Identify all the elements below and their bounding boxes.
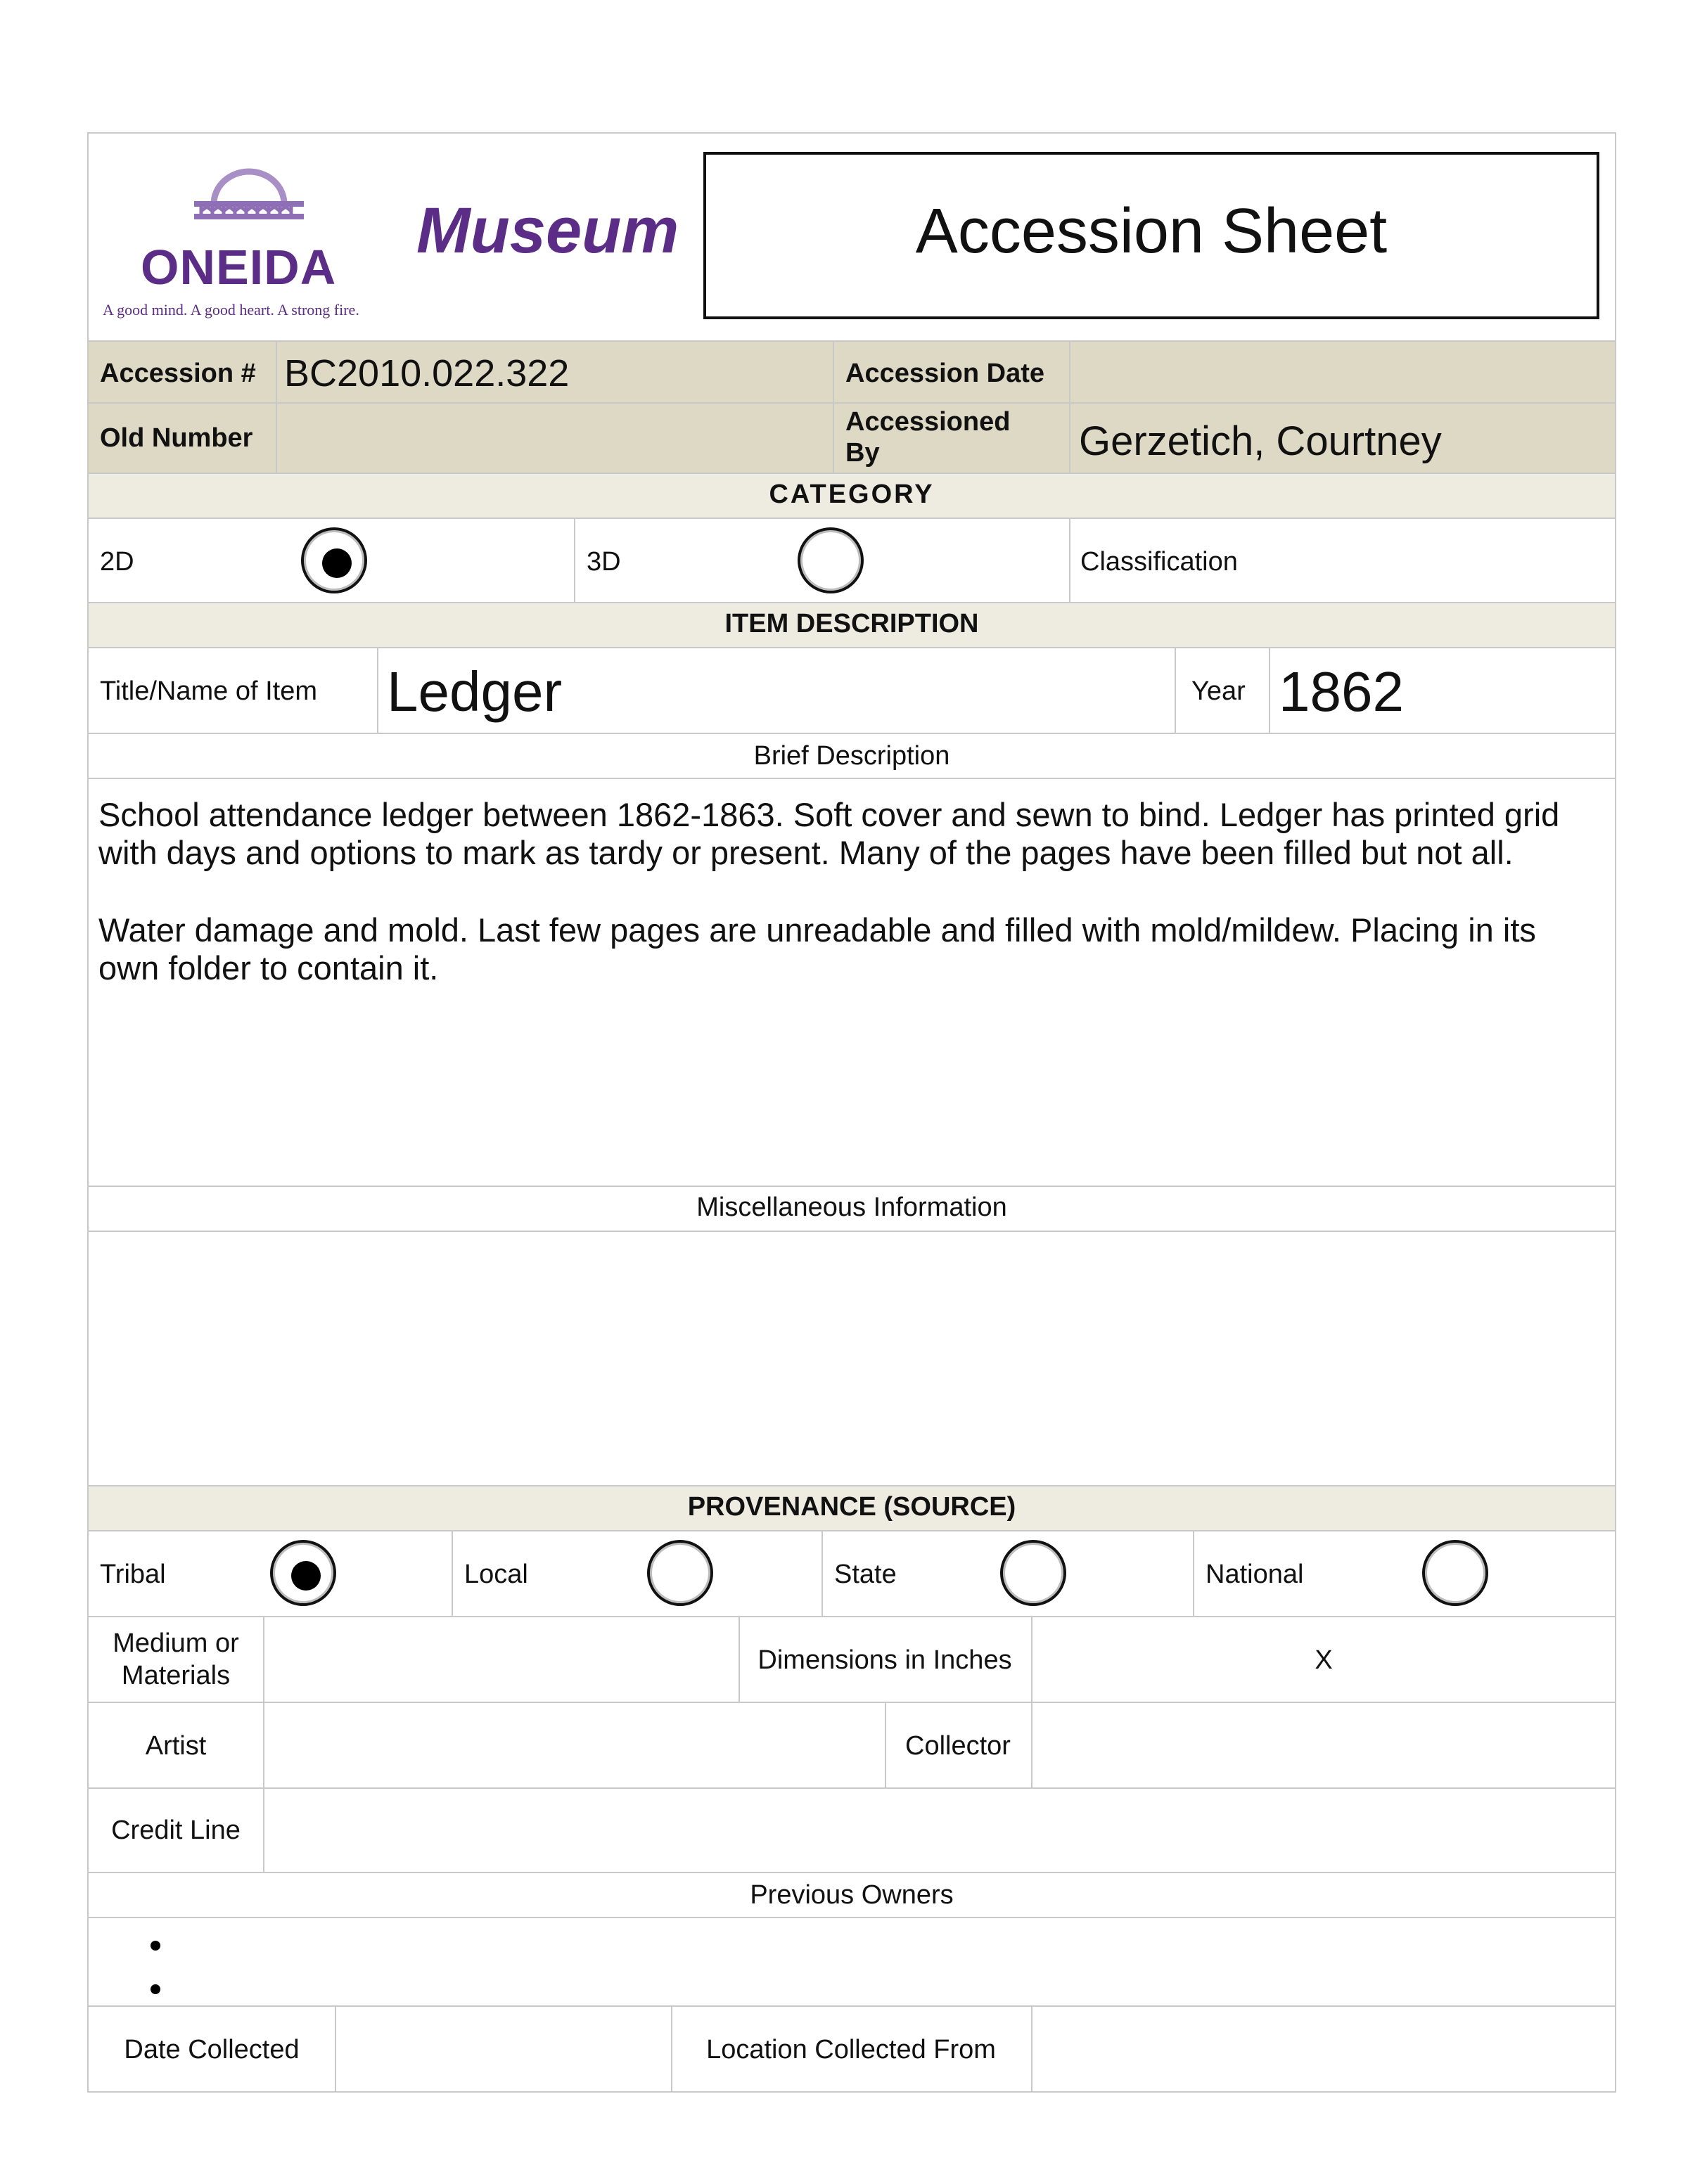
accessioned-by-label-line2: By [845, 438, 880, 468]
brief-line: School attendance ledger between 1862-1863. Soft cover and sewn to bind. Ledger has printed grid [98, 796, 1560, 833]
category-2d-radio[interactable] [301, 527, 367, 593]
accessioned-by-field[interactable]: Gerzetich, Courtney [1079, 418, 1442, 464]
accession-number-label: Accession # [100, 359, 256, 388]
item-description-heading: ITEM DESCRIPTION [724, 609, 979, 638]
provenance-local-radio[interactable] [647, 1540, 713, 1606]
provenance-state-label: State [834, 1560, 897, 1589]
oneida-tagline: A good mind. A good heart. A strong fire. [103, 301, 359, 319]
bullet-icon [151, 1941, 160, 1951]
brief-description-field[interactable] [98, 796, 1604, 987]
dimensions-label: Dimensions in Inches [757, 1645, 1012, 1675]
provenance-local-label: Local [464, 1560, 528, 1589]
credit-line-label: Credit Line [111, 1816, 241, 1845]
list-item[interactable] [89, 1918, 1615, 1962]
page-title: Accession Sheet [915, 196, 1388, 266]
provenance-tribal-radio[interactable] [270, 1540, 336, 1606]
museum-label: Museum [416, 195, 679, 266]
item-title-field[interactable]: Ledger [387, 660, 563, 723]
item-year-field[interactable]: 1862 [1279, 660, 1404, 723]
category-2d-label: 2D [100, 547, 134, 577]
accession-number-field[interactable]: BC2010.022.322 [284, 352, 570, 394]
old-number-label: Old Number [100, 423, 253, 453]
provenance-heading: PROVENANCE (SOURCE) [687, 1492, 1016, 1522]
brief-line: with days and options to mark as tardy or present. Many of the pages have been filled but not all. [98, 834, 1514, 871]
item-year-label: Year [1191, 676, 1246, 706]
list-item[interactable] [89, 1962, 1615, 2005]
accession-date-label: Accession Date [845, 359, 1045, 388]
category-heading: CATEGORY [769, 480, 935, 509]
brief-description-label: Brief Description [753, 741, 950, 771]
oneida-arch-logo-icon [172, 162, 326, 239]
date-collected-label: Date Collected [124, 2035, 300, 2064]
selected-dot-icon [322, 548, 352, 578]
oneida-wordmark: ONEIDA [141, 240, 337, 295]
provenance-national-radio[interactable] [1422, 1540, 1488, 1606]
category-3d-radio[interactable] [798, 527, 864, 593]
brief-line: Water damage and mold. Last few pages are unreadable and filled with mold/mildew. Placing in its [98, 911, 1536, 949]
collector-label: Collector [905, 1731, 1011, 1761]
bullet-icon [151, 1984, 160, 1994]
provenance-tribal-label: Tribal [100, 1560, 166, 1589]
selected-dot-icon [291, 1561, 321, 1591]
medium-label-line2: Materials [121, 1661, 231, 1690]
artist-label: Artist [145, 1731, 207, 1761]
provenance-national-label: National [1206, 1560, 1304, 1589]
dimensions-field[interactable]: X [1315, 1645, 1333, 1675]
medium-label-line1: Medium or [113, 1629, 239, 1658]
location-collected-label: Location Collected From [706, 2035, 996, 2064]
classification-label: Classification [1080, 547, 1238, 577]
category-3d-label: 3D [587, 547, 621, 577]
accessioned-by-label [845, 406, 1010, 468]
item-title-label: Title/Name of Item [100, 676, 318, 706]
medium-materials-label [89, 1627, 263, 1692]
brief-line: own folder to contain it. [98, 949, 439, 987]
previous-owners-label: Previous Owners [750, 1880, 954, 1910]
previous-owners-list[interactable] [89, 1918, 1615, 2005]
accessioned-by-label-line1: Accessioned [845, 407, 1011, 437]
misc-information-label: Miscellaneous Information [696, 1193, 1007, 1222]
provenance-state-radio[interactable] [1000, 1540, 1066, 1606]
oneida-logo [103, 162, 398, 330]
